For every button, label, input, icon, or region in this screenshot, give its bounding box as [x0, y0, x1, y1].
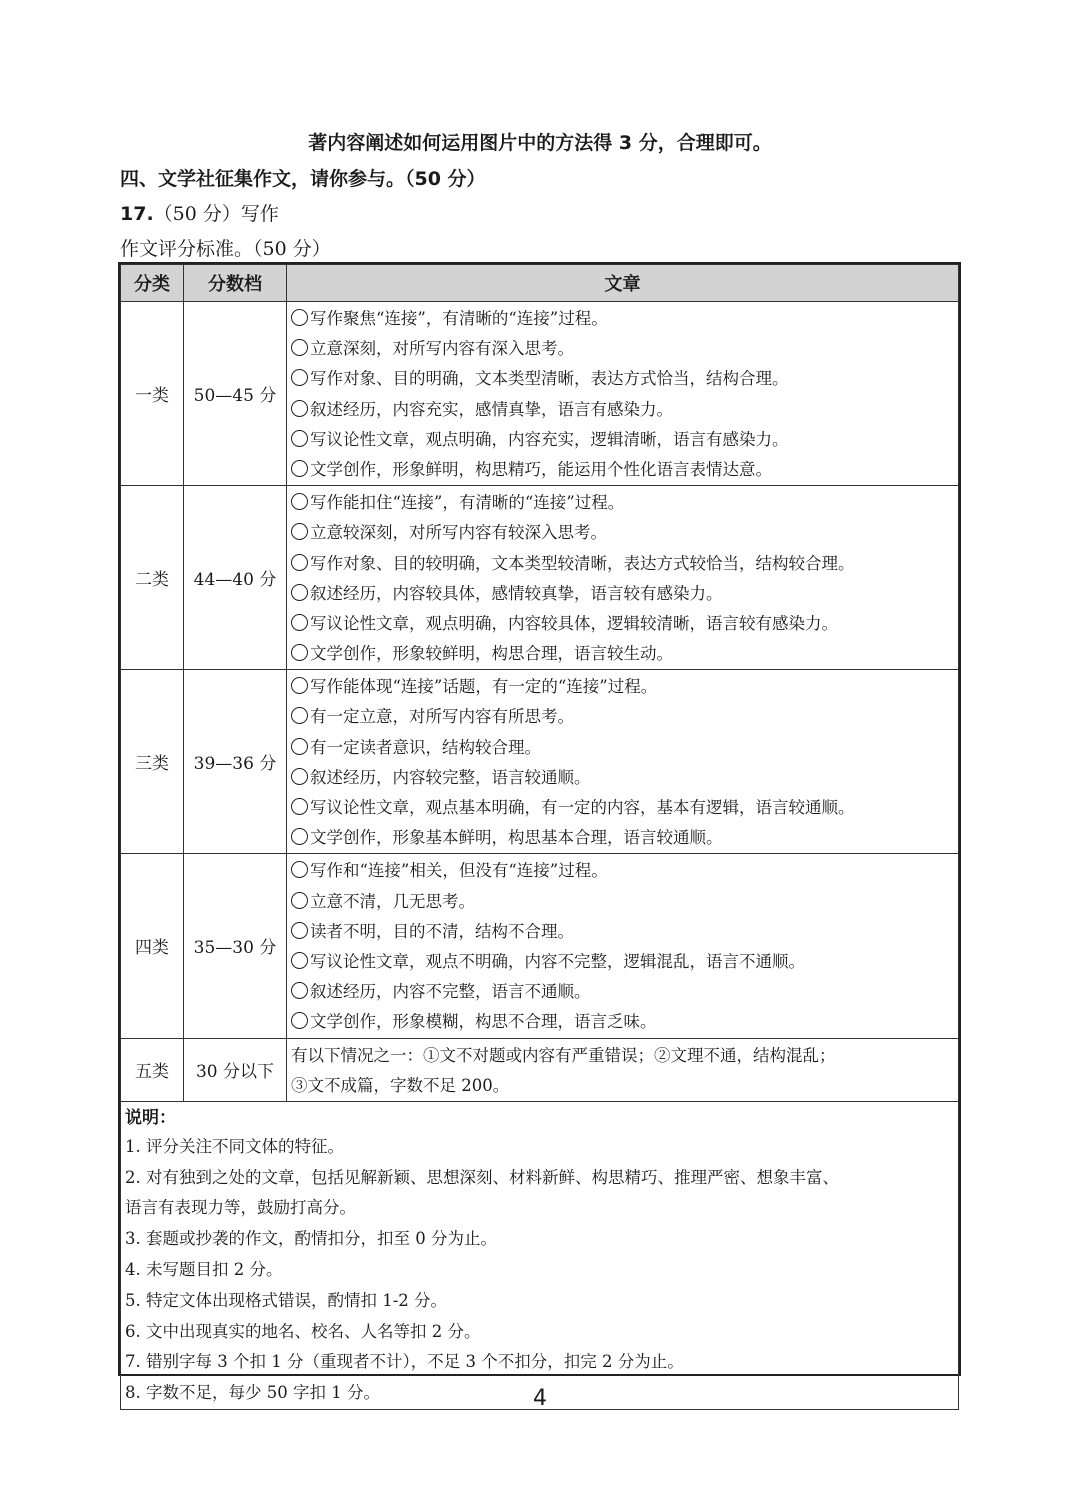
criterion-item: 文学创作，形象模糊，构思不合理，语言乏味。	[291, 1007, 958, 1037]
question-17-heading	[120, 199, 279, 226]
criterion-item: 写议论性文章，观点明确，内容充实，逻辑清晰，语言有感染力。	[291, 425, 958, 455]
note-line: 1. 评分关注不同文体的特征。	[125, 1136, 344, 1156]
circle-bullet-icon	[291, 922, 308, 939]
score-range-cell: 50—45 分	[184, 302, 287, 486]
circle-bullet-icon	[291, 614, 308, 631]
criteria-cell	[287, 670, 959, 854]
circle-bullet-icon	[291, 1012, 308, 1029]
criterion-item: 写议论性文章，观点明确，内容较具体，逻辑较清晰，语言较有感染力。	[291, 609, 958, 639]
criterion-item: 写作和“连接”相关，但没有“连接”过程。	[291, 856, 958, 886]
section-title: 四、文学社征集作文，请你参与。（50 分）	[120, 168, 486, 190]
circle-bullet-icon	[291, 430, 308, 447]
criterion-item: 立意深刻，对所写内容有深入思考。	[291, 334, 958, 364]
note-line: 7. 错别字每 3 个扣 1 分（重现者不计），不足 3 个不扣分，扣完 2 分为止。	[125, 1352, 684, 1372]
criterion-item: 有一定立意，对所写内容有所思考。	[291, 702, 958, 732]
table-row	[121, 486, 959, 670]
category-cell: 一类	[121, 302, 184, 486]
notes-cell	[121, 1101, 959, 1409]
criterion-item: 有一定读者意识，结构较合理。	[291, 733, 958, 763]
circle-bullet-icon	[291, 707, 308, 724]
page-number: 4	[533, 1386, 547, 1411]
criteria-cell	[287, 302, 959, 486]
note-line: 5. 特定文体出现格式错误，酌情扣 1-2 分。	[125, 1290, 448, 1310]
criterion-item: 叙述经历，内容充实，感情真挚，语言有感染力。	[291, 395, 958, 425]
note-line: 6. 文中出现真实的地名、校名、人名等扣 2 分。	[125, 1321, 481, 1341]
circle-bullet-icon	[291, 460, 308, 477]
score-range-cell: 39—36 分	[184, 670, 287, 854]
note-line: 语言有表现力等，鼓励打高分。	[125, 1198, 356, 1218]
scoring-standard-title: 作文评分标准。（50 分）	[120, 238, 331, 260]
circle-bullet-icon	[291, 400, 308, 417]
score-range-cell: 30 分以下	[184, 1038, 287, 1101]
circle-bullet-icon	[291, 523, 308, 540]
criterion-item: 写作对象、目的明确，文本类型清晰，表达方式恰当，结构合理。	[291, 364, 958, 394]
category-cell: 四类	[121, 854, 184, 1038]
score-range-cell: 35—30 分	[184, 854, 287, 1038]
criterion-item: 立意较深刻，对所写内容有较深入思考。	[291, 518, 958, 548]
header-score-range: 分数档	[184, 265, 287, 302]
question-text: （50 分）写作	[153, 203, 279, 225]
criterion-item: 读者不明，目的不清，结构不合理。	[291, 917, 958, 947]
criterion-item: 文学创作，形象较鲜明，构思合理，语言较生动。	[291, 639, 958, 669]
note-line: 4. 未写题目扣 2 分。	[125, 1260, 283, 1280]
circle-bullet-icon	[291, 309, 308, 326]
criterion-item: 写作聚焦“连接”，有清晰的“连接”过程。	[291, 304, 958, 334]
criterion-item: 写作能扣住“连接”，有清晰的“连接”过程。	[291, 488, 958, 518]
note-line: 2. 对有独到之处的文章，包括见解新颖、思想深刻、材料新鲜、构思精巧、推理严密、想象丰富、	[125, 1167, 839, 1187]
table-header-row	[121, 265, 959, 302]
note-line: 8. 字数不足，每少 50 字扣 1 分。	[125, 1383, 380, 1403]
circle-bullet-icon	[291, 798, 308, 815]
circle-bullet-icon	[291, 369, 308, 386]
notes-row	[121, 1101, 959, 1409]
criterion-text-line: ③文不成篇，字数不足 200。	[291, 1075, 510, 1095]
circle-bullet-icon	[291, 644, 308, 661]
circle-bullet-icon	[291, 584, 308, 601]
criterion-item: 叙述经历，内容不完整，语言不通顺。	[291, 977, 958, 1007]
circle-bullet-icon	[291, 861, 308, 878]
criterion-text-line: 有以下情况之一：①文不对题或内容有严重错误；②文理不通，结构混乱；	[291, 1045, 836, 1065]
criteria-cell	[287, 486, 959, 670]
criterion-item: 立意不清，几无思考。	[291, 887, 958, 917]
table-row	[121, 1038, 959, 1101]
criterion-item: 写作能体现“连接”话题，有一定的“连接”过程。	[291, 672, 958, 702]
criterion-item: 写议论性文章，观点基本明确，有一定的内容，基本有逻辑，语言较通顺。	[291, 793, 958, 823]
circle-bullet-icon	[291, 339, 308, 356]
category-cell: 二类	[121, 486, 184, 670]
note-line: 3. 套题或抄袭的作文，酌情扣分，扣至 0 分为止。	[125, 1229, 497, 1249]
table-row	[121, 302, 959, 486]
criteria-cell	[287, 854, 959, 1038]
criteria-cell	[287, 1038, 959, 1101]
notes-title: 说明：	[125, 1107, 176, 1128]
table-row	[121, 854, 959, 1038]
circle-bullet-icon	[291, 828, 308, 845]
circle-bullet-icon	[291, 892, 308, 909]
answer-note-line: 著内容阐述如何运用图片中的方法得 3 分，合理即可。	[308, 132, 772, 154]
circle-bullet-icon	[291, 554, 308, 571]
table-row	[121, 670, 959, 854]
category-cell: 三类	[121, 670, 184, 854]
circle-bullet-icon	[291, 493, 308, 510]
circle-bullet-icon	[291, 768, 308, 785]
circle-bullet-icon	[291, 982, 308, 999]
criterion-item: 写议论性文章，观点不明确，内容不完整，逻辑混乱，语言不通顺。	[291, 947, 958, 977]
circle-bullet-icon	[291, 677, 308, 694]
scoring-table	[118, 262, 961, 1403]
criterion-item: 写作对象、目的较明确，文本类型较清晰，表达方式较恰当，结构较合理。	[291, 549, 958, 579]
header-category: 分类	[121, 265, 184, 302]
circle-bullet-icon	[291, 738, 308, 755]
criterion-item: 文学创作，形象鲜明，构思精巧，能运用个性化语言表情达意。	[291, 455, 958, 485]
question-number: 17.	[120, 203, 154, 225]
score-range-cell: 44—40 分	[184, 486, 287, 670]
criterion-item: 叙述经历，内容较具体，感情较真挚，语言较有感染力。	[291, 579, 958, 609]
circle-bullet-icon	[291, 952, 308, 969]
category-cell: 五类	[121, 1038, 184, 1101]
criterion-item: 叙述经历，内容较完整，语言较通顺。	[291, 763, 958, 793]
criterion-item: 文学创作，形象基本鲜明，构思基本合理，语言较通顺。	[291, 823, 958, 853]
header-article: 文章	[287, 265, 959, 302]
